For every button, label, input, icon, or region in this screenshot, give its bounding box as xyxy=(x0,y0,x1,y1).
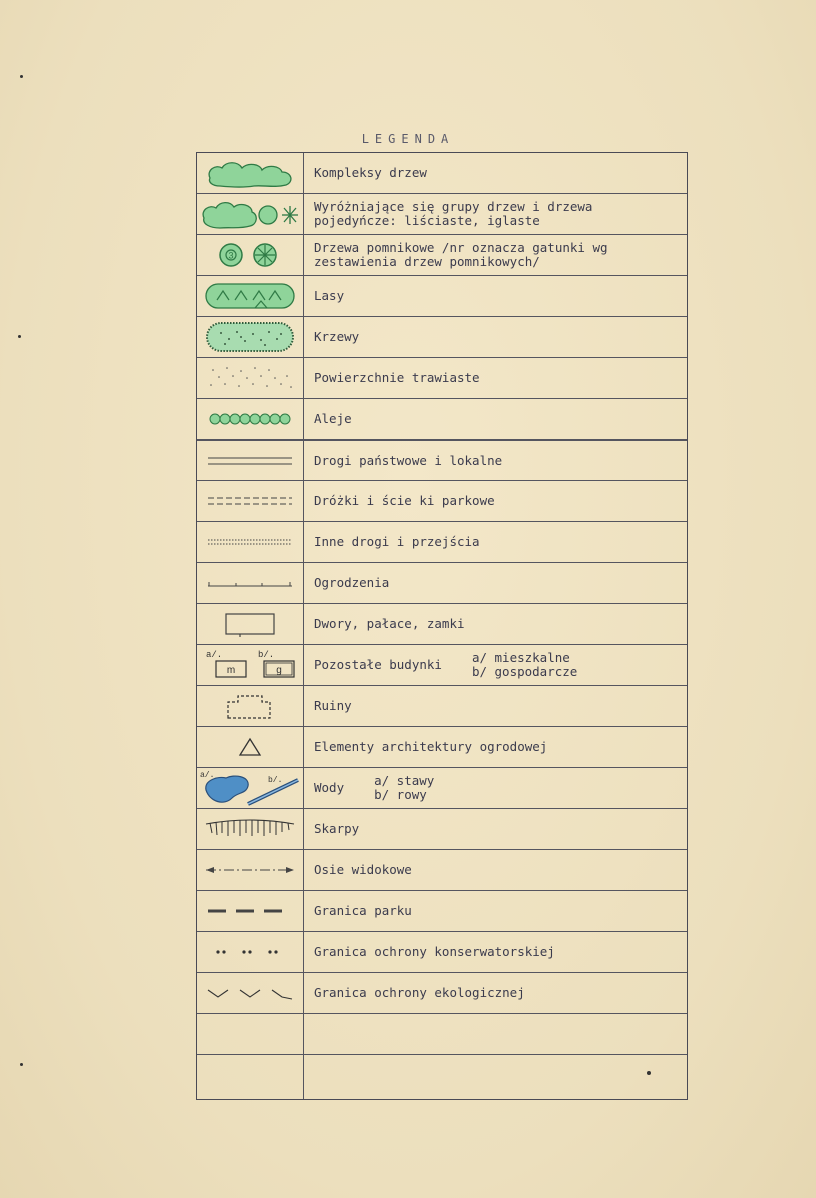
park-border-icon xyxy=(197,891,304,931)
stray-dot xyxy=(647,1071,651,1075)
shrubs-icon xyxy=(197,317,304,357)
ecological-border-icon xyxy=(197,973,304,1013)
legend-row-empty xyxy=(197,1014,687,1055)
row-label-line2: pojedyńcze: liściaste, iglaste xyxy=(314,213,540,228)
path-icon xyxy=(197,481,304,521)
row-label: Drogi państwowe i lokalne xyxy=(314,452,503,468)
row-label: Ogrodzenia xyxy=(314,575,390,590)
tag-a: a/. xyxy=(206,650,223,660)
row-label: Granica ochrony konserwatorskiej xyxy=(314,944,555,959)
other-road-icon xyxy=(197,522,304,562)
legend-row xyxy=(197,809,687,850)
row-label: Aleje xyxy=(314,411,352,426)
legend-row xyxy=(197,973,687,1014)
tag-b: b/. xyxy=(268,776,283,785)
slope-icon xyxy=(197,809,304,849)
empty-label-cell xyxy=(304,1055,687,1099)
margin-dot xyxy=(20,75,23,78)
tag-a: a/. xyxy=(200,771,215,780)
forest-icon xyxy=(197,276,304,316)
empty-symbol-cell xyxy=(197,1014,304,1054)
view-axis-icon xyxy=(197,850,304,890)
legend-title: LEGENDA xyxy=(361,132,455,146)
legend-row xyxy=(197,153,687,194)
legend-row xyxy=(197,317,687,358)
legend-row-empty xyxy=(197,1055,687,1099)
legend-row xyxy=(197,686,687,727)
sub-b: b/ gospodarcze xyxy=(471,664,578,679)
margin-dot xyxy=(18,335,21,338)
row-label: Granica ochrony ekologicznej xyxy=(314,985,525,1000)
legend-row xyxy=(197,522,687,563)
row-label: Dróżki i ście ki parkowe xyxy=(314,493,495,508)
legend-row xyxy=(197,850,687,891)
water-icon xyxy=(197,768,304,808)
row-label: Ruiny xyxy=(314,698,352,713)
grass-icon xyxy=(197,358,304,398)
row-label-line2: zestawienia drzew pomnikowych/ xyxy=(314,254,540,269)
tree-number: 3 xyxy=(228,250,234,261)
sub-a: a/ stawy xyxy=(374,773,435,788)
legend-row xyxy=(197,645,687,686)
road-icon xyxy=(197,441,304,480)
legend-row xyxy=(197,481,687,522)
legend-row xyxy=(197,768,687,809)
row-label-line1: Wyróżniające się grupy drzew i drzewa xyxy=(314,199,593,214)
manor-icon xyxy=(197,604,304,644)
legend-row xyxy=(197,604,687,645)
row-label: Elementy architektury ogrodowej xyxy=(314,739,548,754)
row-label: Kompleksy drzew xyxy=(314,165,427,180)
legend-row xyxy=(197,891,687,932)
box-g: g xyxy=(276,665,282,676)
box-m: m xyxy=(226,665,236,676)
alley-icon xyxy=(197,399,304,439)
legend-table xyxy=(196,152,688,1100)
row-label: Osie widokowe xyxy=(314,862,412,877)
sub-b: b/ rowy xyxy=(374,787,427,802)
margin-dot xyxy=(20,1063,23,1066)
row-label-line1: Drzewa pomnikowe /nr oznacza gatunki wg xyxy=(314,240,608,255)
legend-row xyxy=(197,440,687,481)
tree-complex-icon xyxy=(197,153,304,193)
row-label: Krzewy xyxy=(314,329,360,344)
legend-row xyxy=(197,235,687,276)
legend-row xyxy=(197,932,687,973)
row-label: Inne drogi i przejścia xyxy=(314,534,480,549)
row-label: Granica parku xyxy=(314,903,412,918)
row-label: Wody xyxy=(314,780,345,795)
legend-row xyxy=(197,727,687,768)
triangle-icon xyxy=(197,727,304,767)
conservation-border-icon xyxy=(197,932,304,972)
row-label: Pozostałe budynki xyxy=(314,657,442,672)
building-icon xyxy=(197,645,304,685)
tag-b: b/. xyxy=(258,650,275,660)
tree-groups-icon xyxy=(197,194,304,234)
legend-row xyxy=(197,276,687,317)
monument-tree-icon xyxy=(197,235,304,275)
legend-row xyxy=(197,194,687,235)
legend-row xyxy=(197,563,687,604)
empty-label-cell xyxy=(304,1014,687,1054)
fence-icon xyxy=(197,563,304,603)
empty-symbol-cell xyxy=(197,1055,304,1099)
legend-row xyxy=(197,399,687,440)
sub-a: a/ mieszkalne xyxy=(471,650,570,665)
row-label: Skarpy xyxy=(314,821,360,836)
row-label: Powierzchnie trawiaste xyxy=(314,370,480,385)
row-label: Lasy xyxy=(314,288,345,303)
ruins-icon xyxy=(197,686,304,726)
legend-row xyxy=(197,358,687,399)
row-label: Dwory, pałace, zamki xyxy=(314,616,465,631)
